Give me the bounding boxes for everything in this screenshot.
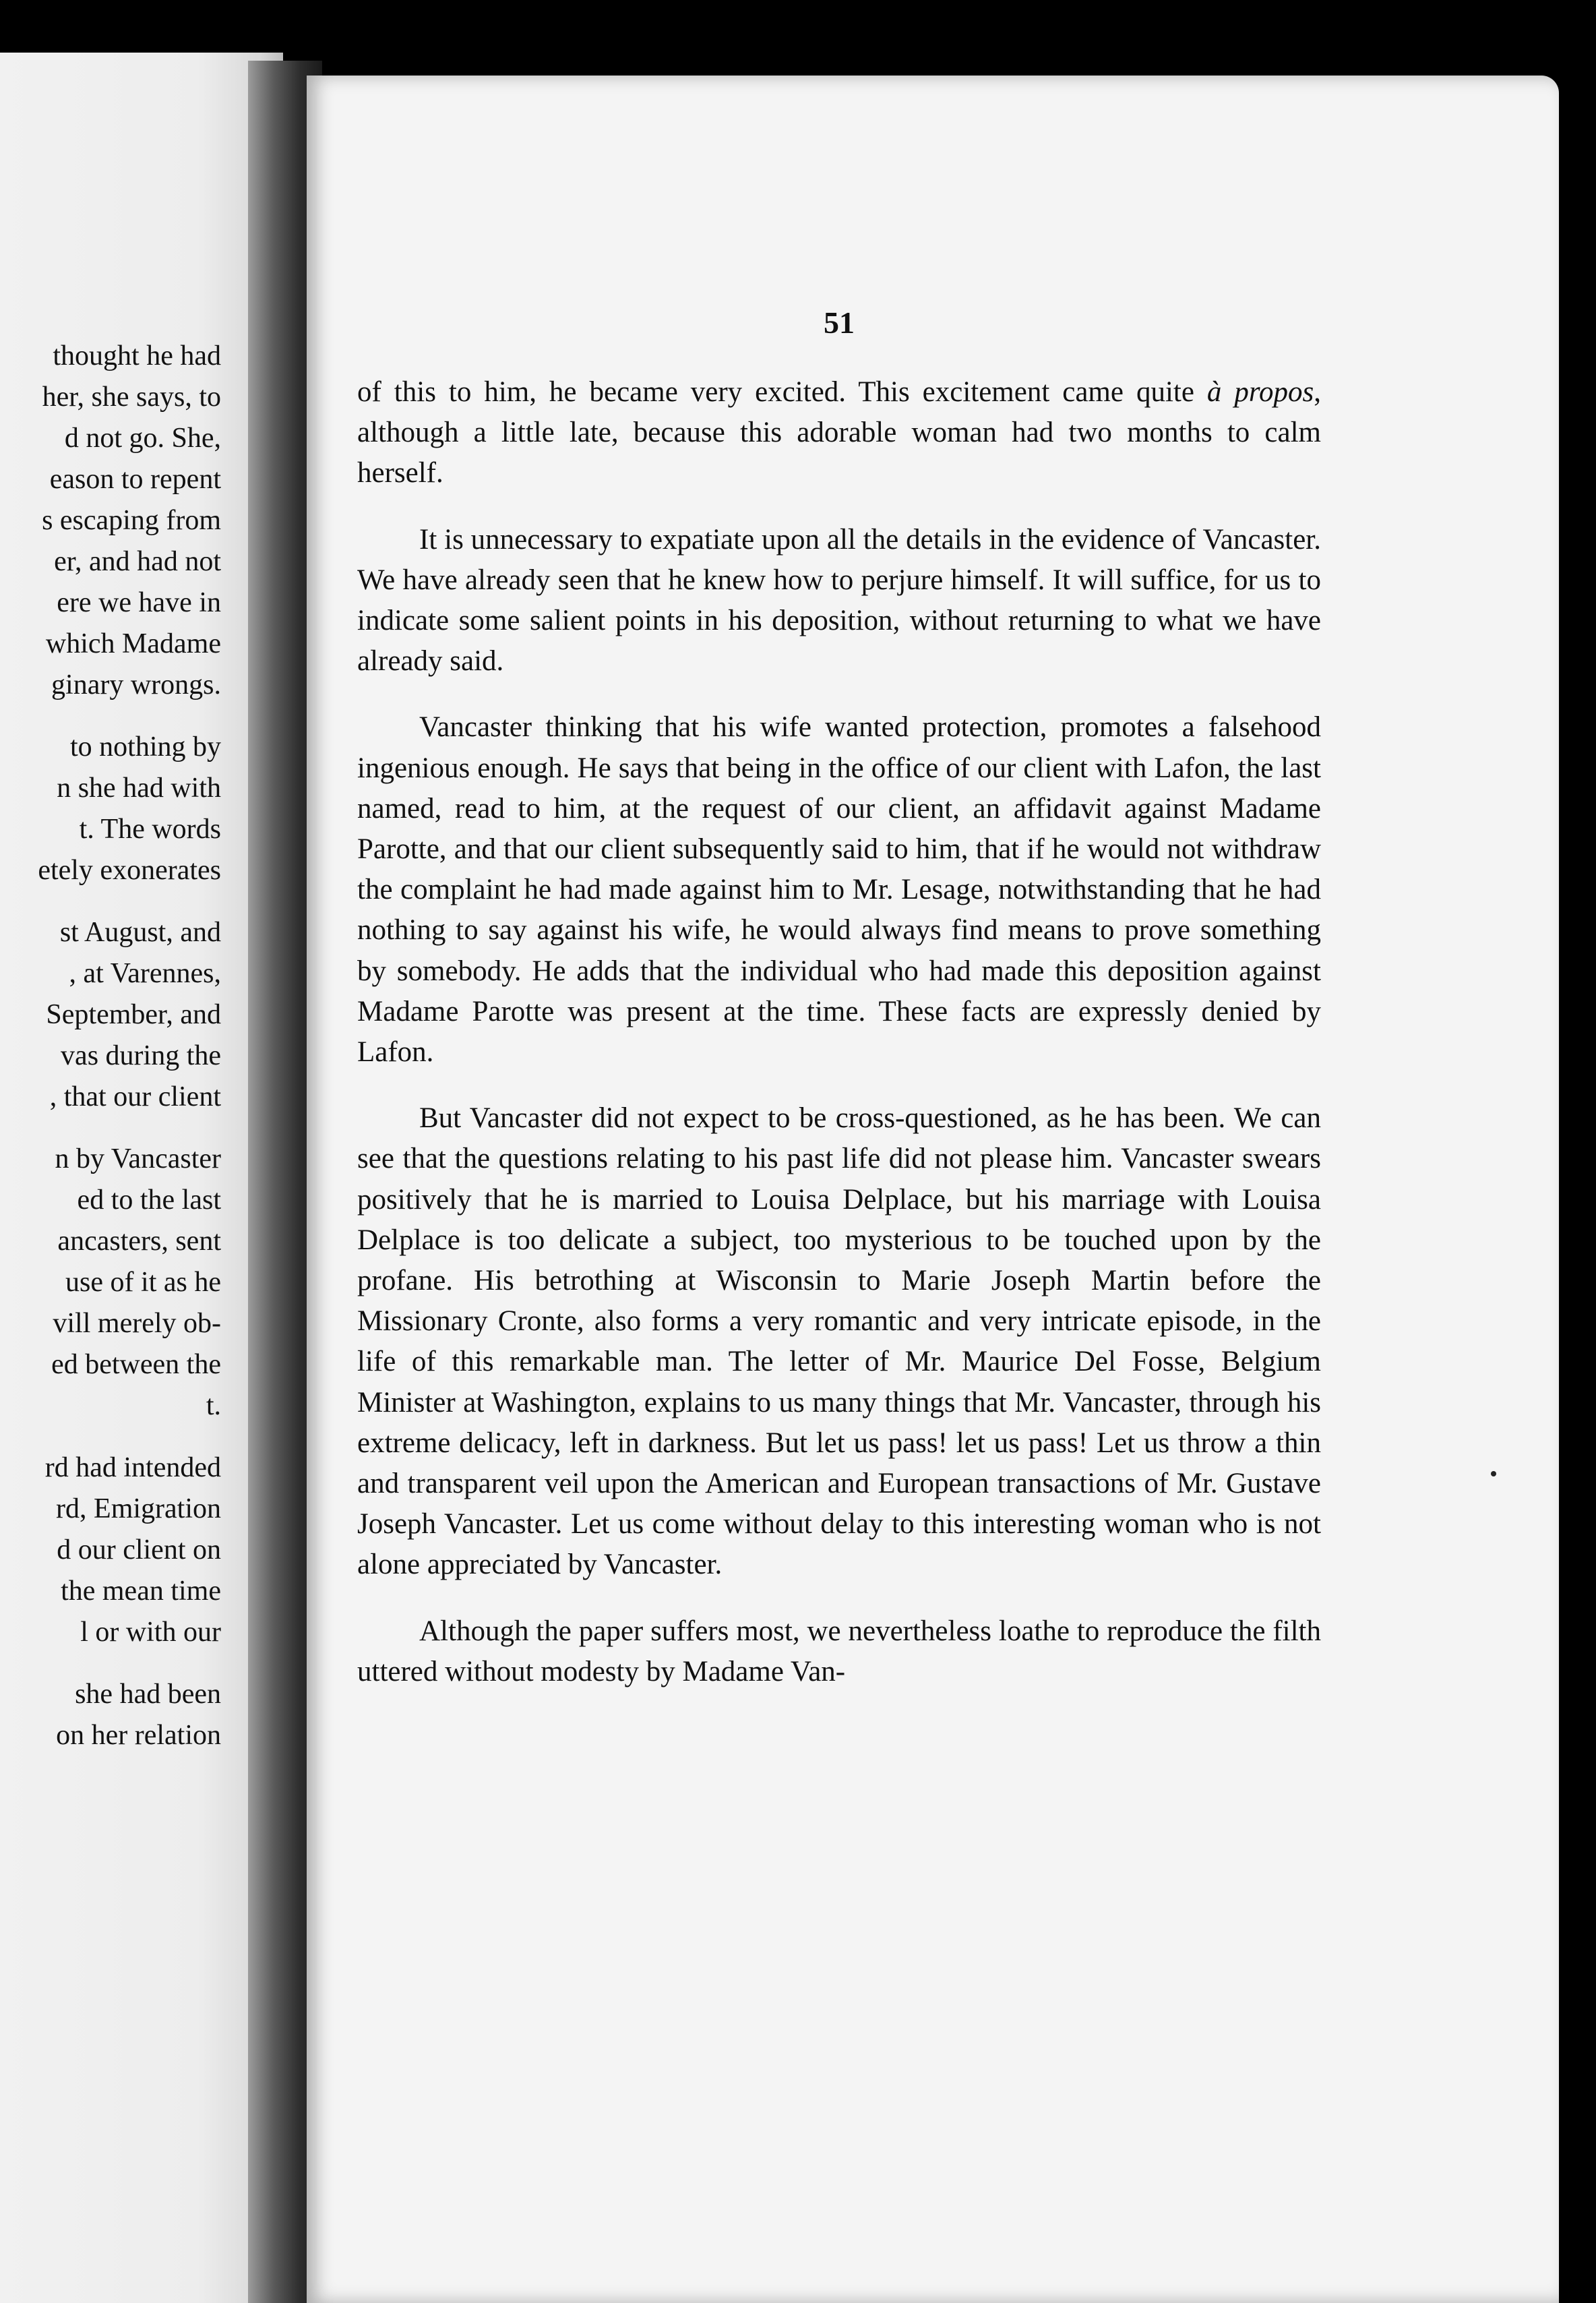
paragraph-gap — [0, 891, 221, 912]
page-body — [357, 372, 1321, 1692]
previous-page-line: st August, and — [59, 917, 221, 948]
previous-page-line: ere we have in — [57, 587, 221, 618]
paragraph-1-text-a: of this to him, he became very excited. This excitement came quite — [357, 376, 1207, 408]
previous-page-line: to nothing by — [69, 731, 221, 762]
previous-page-line: the mean time — [61, 1576, 221, 1607]
paragraph-1-italic: à propos — [1206, 376, 1314, 408]
previous-page-line: ancasters, sent — [57, 1226, 221, 1257]
previous-page-line: ed to the last — [77, 1185, 221, 1216]
paragraph-1 — [357, 372, 1321, 494]
previous-page-line: vas during the — [61, 1040, 221, 1071]
previous-page-line: use of it as he — [65, 1267, 221, 1298]
previous-page-line: , that our client — [49, 1081, 221, 1112]
paragraph-2: It is unnecessary to expatiate upon all the details in the evidence of Vancaster. We have already seen that he knew how to perjure himself. It will suffice, for us to indicate some salient points in his deposition, without returning to what we have already said. — [357, 523, 1321, 678]
previous-page-line: which Madame — [45, 628, 221, 659]
previous-page-line: rd, Emigration — [56, 1493, 221, 1524]
previous-page-line: n by Vancaster — [55, 1143, 221, 1174]
paragraph-gap — [0, 1427, 221, 1447]
paragraph-5: Although the paper suffers most, we nevertheless loathe to reproduce the filth uttered without modesty by Madame Van- — [357, 1615, 1321, 1687]
page-number: 51 — [824, 305, 855, 340]
previous-page-line: on her relation — [56, 1720, 221, 1751]
paragraph-gap — [0, 1118, 221, 1139]
previous-page-line: t. — [206, 1390, 221, 1421]
paragraph-3: Vancaster thinking that his wife wanted protection, promotes a falsehood ingenious enough. He says that being in the office of our client with Lafon, the last named, read to him, at the request of our client, an affidavit against Madame Parotte, and that our client subsequently said to him, that if he would not withdraw the complaint he had made against him to Mr. Lesage, notwithstanding that he had nothing to say against his wife, he would always find means to prove something by somebody. He adds that the individual who had made this deposition against Madame Parotte was present at the time. These facts are expressly denied by Lafon. — [357, 711, 1321, 1069]
previous-page-line: thought he had — [53, 340, 221, 371]
paragraph-4: But Vancaster did not expect to be cross-questioned, as he has been. We can see that the questions relating to his past life did not please him. Vancaster swears positively that he is married to Louisa Delplace, but his marriage with Louisa Delplace is too delicate a subject, too mysterious to be touched upon by the profane. His betrothing at Wisconsin to Marie Joseph Martin before the Missionary Cronte, also forms a very romantic and very intricate episode, in the life of this remarkable man. The letter of Mr. Maurice Del Fosse, Belgium Minister at Washington, explains to us many things that Mr. Vancaster, through his extreme delicacy, left in darkness. But let us pass! let us pass! Let us throw a thin and transparent veil upon the American and European transactions of Mr. Gustave Joseph Vancaster. Let us come without delay to this interesting woman who is not alone appreciated by Vancaster. — [357, 1102, 1321, 1581]
ink-speck — [1491, 1471, 1496, 1476]
previous-page-line: n she had with — [57, 773, 221, 804]
previous-page-line: rd had intended — [44, 1452, 221, 1483]
previous-page-line: t. The words — [79, 814, 221, 845]
previous-page-line: her, she says, to — [42, 382, 221, 413]
previous-page-line: vill merely ob- — [53, 1308, 221, 1339]
previous-page-line: she had been — [75, 1679, 221, 1710]
paragraph-gap — [0, 706, 221, 727]
previous-page-line: s escaping from — [42, 505, 221, 536]
paragraph-gap — [0, 1653, 221, 1674]
previous-page-line: eason to repent — [49, 464, 221, 495]
previous-page — [0, 53, 283, 2303]
previous-page-line: September, and — [46, 999, 221, 1030]
previous-page-line: ginary wrongs. — [51, 669, 221, 700]
previous-page-text — [0, 336, 221, 1756]
paragraph-1-text-b: , although a little late, because this adorable woman had two months to calm herself. — [357, 376, 1322, 489]
previous-page-line: d our client on — [57, 1534, 221, 1565]
previous-page-line: d not go. She, — [64, 423, 221, 454]
previous-page-line: ed between the — [51, 1349, 221, 1380]
previous-page-line: l or with our — [80, 1617, 221, 1648]
previous-page-line: etely exonerates — [38, 855, 221, 886]
previous-page-line: er, and had not — [54, 546, 221, 577]
previous-page-line: , at Varennes, — [69, 958, 221, 989]
